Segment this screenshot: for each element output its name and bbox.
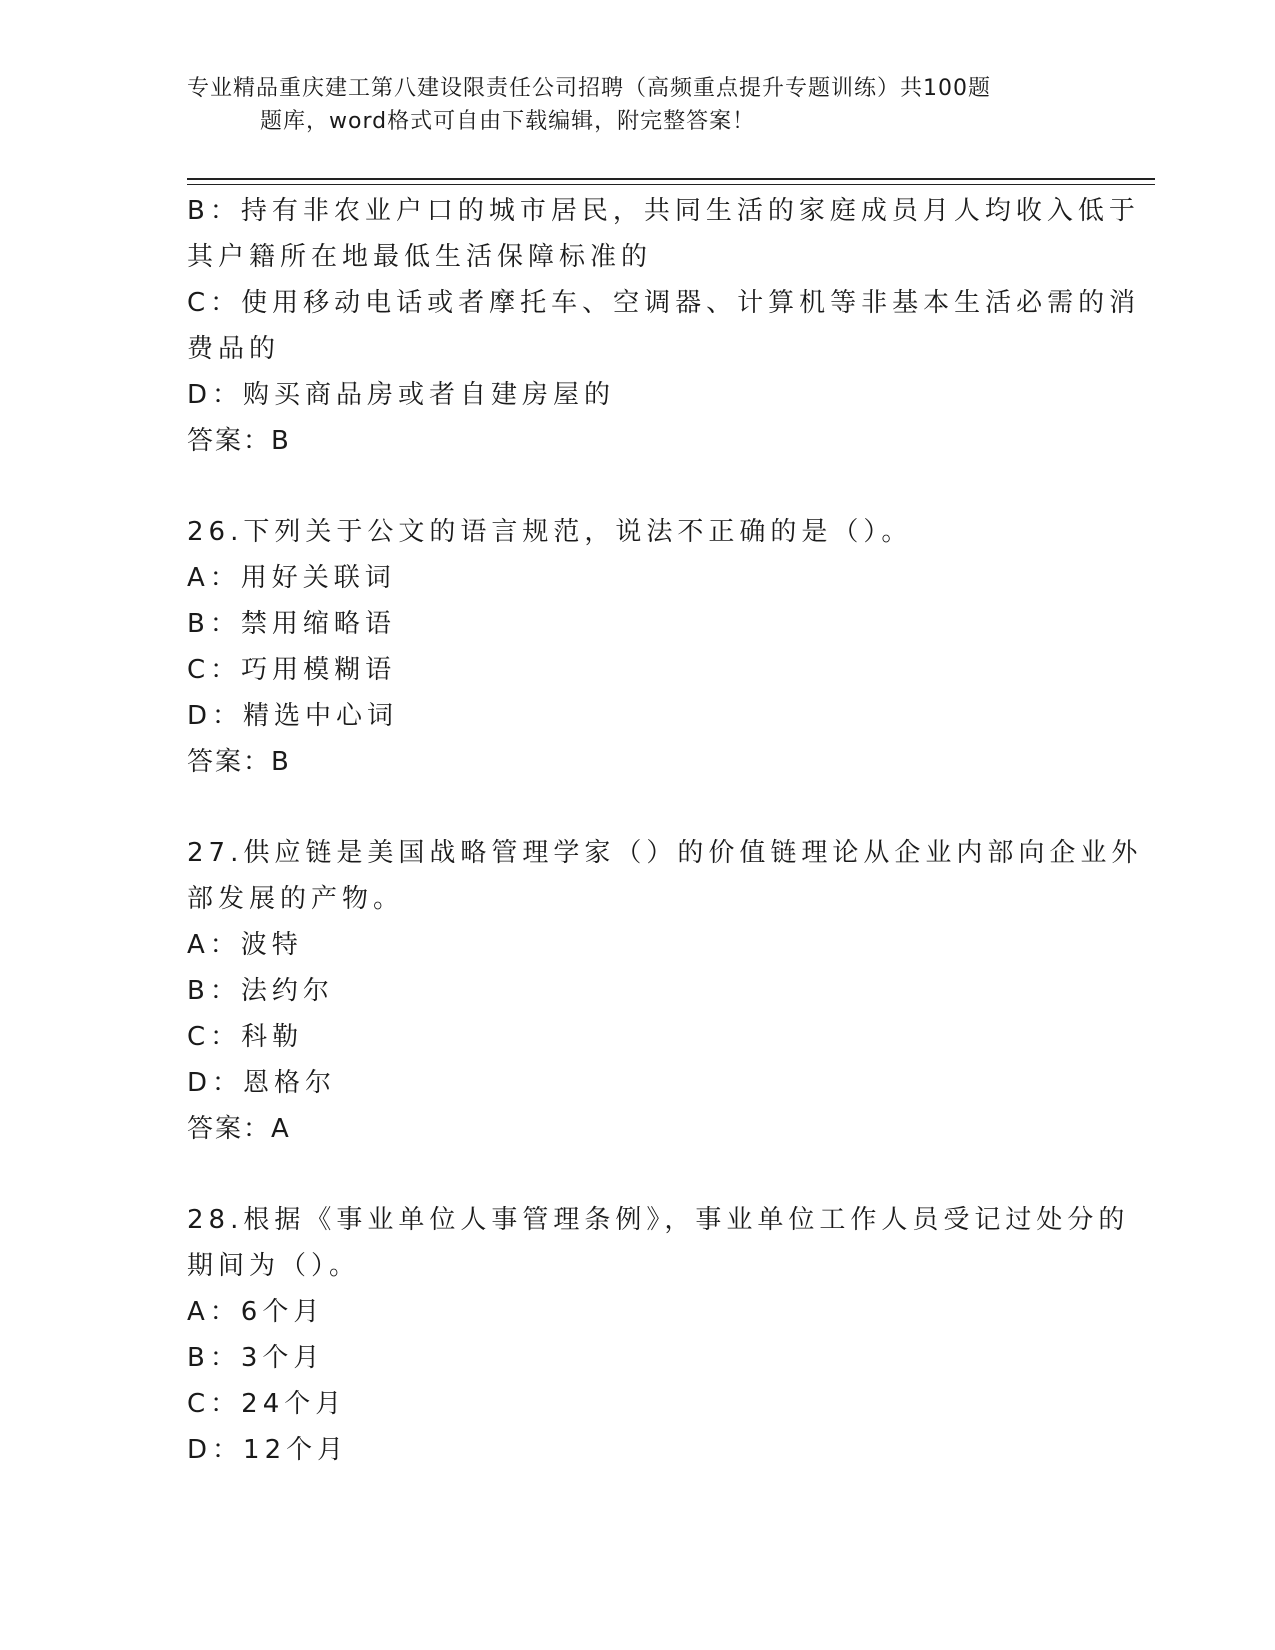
header-divider-thick [187, 178, 1155, 180]
q25-answer: 答案：B [187, 426, 291, 456]
q27-option-c: C：科勒 [187, 1022, 304, 1052]
q27-stem-line2: 部发展的产物。 [187, 884, 405, 914]
q28-option-d: D：12个月 [187, 1435, 349, 1465]
spacer [187, 464, 1087, 509]
q26-answer: 答案：B [187, 747, 291, 777]
q28-option-b: B：3个月 [187, 1343, 325, 1373]
q27-option-a: A：波特 [187, 930, 303, 960]
q26-option-d: D：精选中心词 [187, 701, 399, 731]
header-title-line2: 题库，word格式可自由下载编辑，附完整答案！ [260, 109, 756, 134]
question-25-continued [187, 188, 1141, 464]
q25-option-c-line2: 费品的 [187, 334, 281, 364]
question-27 [187, 830, 1143, 1152]
spacer [187, 1152, 1087, 1197]
q25-option-b-line1: B：持有非农业户口的城市居民，共同生活的家庭成员月人均收入低于 [187, 196, 1140, 226]
q28-option-c: C：24个月 [187, 1389, 347, 1419]
q26-stem: 26.下列关于公文的语言规范，说法不正确的是（）。 [187, 517, 913, 547]
header-title-line1: 专业精品重庆建工第八建设限责任公司招聘（高频重点提升专题训练）共100题 [187, 76, 991, 101]
q26-option-a: A：用好关联词 [187, 563, 396, 593]
document-header [187, 72, 1087, 138]
q28-stem-line1: 28.根据《事业单位人事管理条例》，事业单位工作人员受记过处分的 [187, 1205, 1130, 1235]
q27-option-d: D：恩格尔 [187, 1068, 337, 1098]
q25-option-b-line2: 其户籍所在地最低生活保障标准的 [187, 242, 653, 272]
q26-option-c: C：巧用模糊语 [187, 655, 397, 685]
q25-option-d: D：购买商品房或者自建房屋的 [187, 380, 616, 410]
q27-option-b: B：法约尔 [187, 976, 334, 1006]
question-list [187, 188, 1143, 1473]
q28-stem-line2: 期间为（）。 [187, 1251, 361, 1281]
question-26 [187, 509, 1087, 785]
q28-option-a: A：6个月 [187, 1297, 325, 1327]
spacer [187, 785, 1087, 830]
q27-answer: 答案：A [187, 1114, 291, 1144]
question-28 [187, 1197, 1130, 1473]
header-divider-thin [187, 184, 1155, 185]
q25-option-c-line1: C：使用移动电话或者摩托车、空调器、计算机等非基本生活必需的消 [187, 288, 1141, 318]
q27-stem-line1: 27.供应链是美国战略管理学家（）的价值链理论从企业内部向企业外 [187, 838, 1143, 868]
q26-option-b: B：禁用缩略语 [187, 609, 396, 639]
